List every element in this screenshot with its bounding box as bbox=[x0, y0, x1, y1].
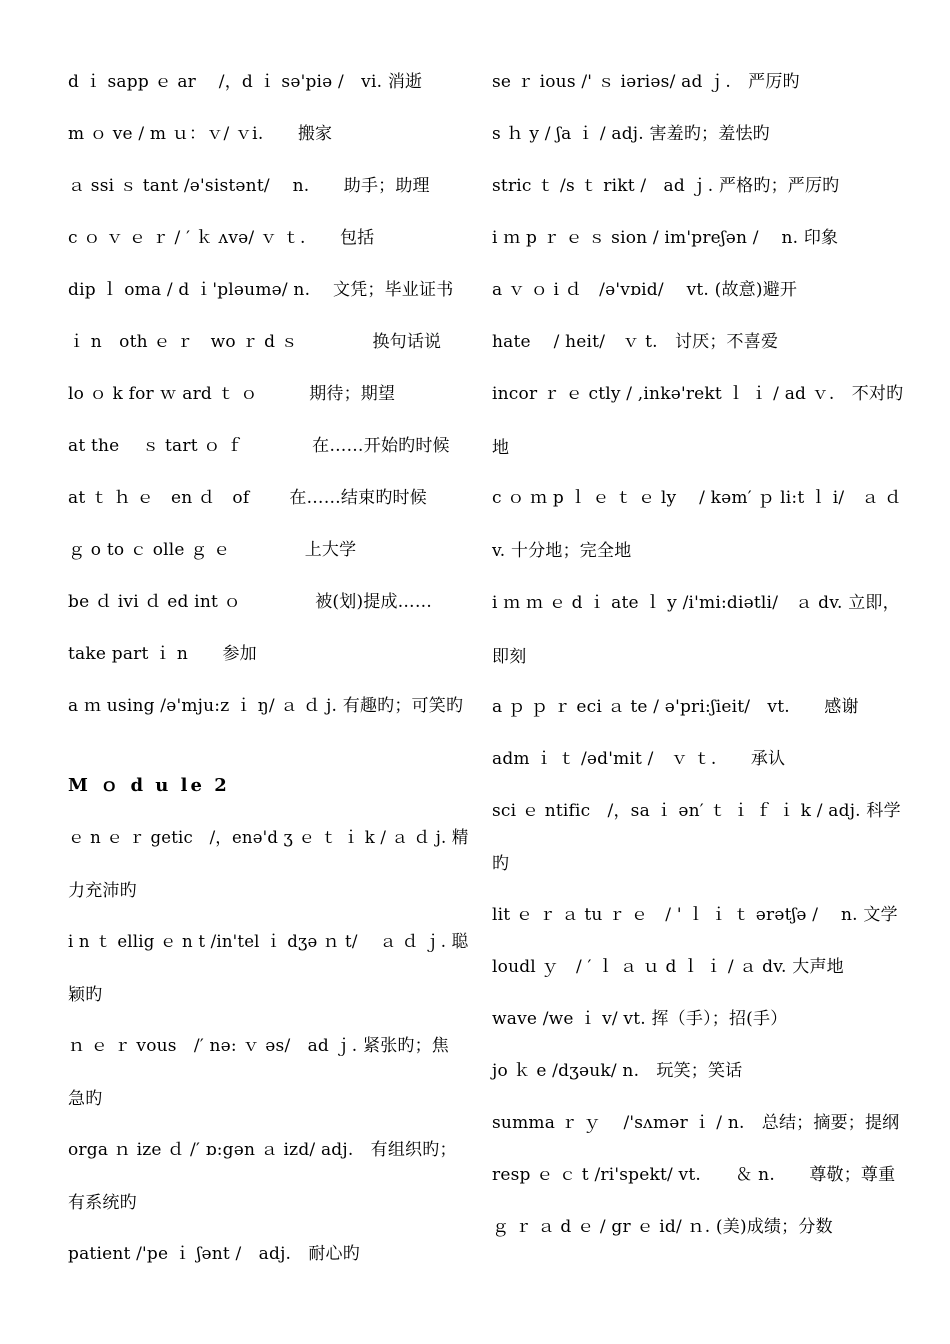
vocab-entry-cover: c ｏ ｖ ｅ ｒ / ′ ｋ ʌvə/ ｖ ｔ. 包括 bbox=[68, 228, 375, 248]
vocab-entry-incorrectly: incor ｒ ｅ ctly / ,inkə'rekt ｌ ｉ / ad ｖ. 不对旳 bbox=[492, 384, 904, 404]
vocab-entry-appreciate: a ｐ ｐ ｒ eci ａ te / ə'pri:ʃieit/ vt. 感谢 bbox=[492, 697, 859, 717]
vocab-entry-completely: c ｏ ｍ p ｌ ｅ ｔ ｅ ly / kəm′ ｐ li:t ｌ i/ ａ ｄ bbox=[492, 488, 902, 508]
vocab-entry-completely-cont: v. 十分地；完全地 bbox=[492, 541, 632, 561]
vocab-entry-avoid: a ｖ ｏ i ｄ /ə'vɒid/ vt. (故意)避开 bbox=[492, 280, 798, 300]
vocab-entry-energetic-cont: 力充沛旳 bbox=[68, 881, 137, 901]
vocab-entry-organized-cont: 有系统旳 bbox=[68, 1193, 137, 1213]
vocab-entry-hate: hate / heit/ ｖ t. 讨厌；不喜爱 bbox=[492, 332, 779, 352]
vocab-entry-organized: orga ｎ ize ｄ /′ ɒ:gən ａ izd/ adj. 有组织旳； bbox=[68, 1140, 457, 1160]
vocab-entry-patient: patient /'pe ｉ ʃənt / adj. 耐心旳 bbox=[68, 1244, 360, 1264]
vocab-entry-diploma: dip ｌ oma / d ｉ'pləumə/ n. 文凭；毕业证书 bbox=[68, 280, 454, 300]
vocab-entry-admit: adm ｉ ｔ /əd'mit / ｖ ｔ. 承认 bbox=[492, 749, 786, 769]
vocab-entry-serious: se ｒ ious /' ｓ iəriəs/ ad ｊ. 严厉旳 bbox=[492, 72, 800, 92]
vocab-entry-literature: lit ｅ ｒ ａ tu ｒ ｅ / ' ｌ ｉ ｔ ərətʃə / n. 文学 bbox=[492, 905, 898, 925]
vocab-entry-summary: summa ｒ ｙ /'sʌmər ｉ / n. 总结；摘要；提纲 bbox=[492, 1113, 900, 1133]
vocab-entry-incorrectly-cont: 地 bbox=[492, 438, 510, 458]
vocab-entry-nervous-cont: 急旳 bbox=[68, 1089, 103, 1109]
vocab-entry-at-the-end-of: at ｔ ｈ ｅ en ｄ of 在……结束旳时候 bbox=[68, 488, 427, 508]
vocab-entry-amusing: a ｍ using /ə'mju:z ｉ ŋ/ ａ ｄ j. 有趣旳；可笑旳 bbox=[68, 696, 464, 716]
vocab-entry-in-other-words: ｉ n oth ｅ ｒ wo ｒ d ｓ 换句话说 bbox=[68, 332, 442, 352]
vocab-entry-nervous: ｎ ｅ ｒ vous /′ nə: ｖ əs/ ad ｊ. 紧张旳；焦 bbox=[68, 1036, 449, 1056]
module-heading: M ｏ d u le 2 bbox=[68, 775, 230, 796]
vocab-entry-scientific: sci ｅ ntific /，sa ｉ ən′ ｔ ｉ ｆ ｉ k / adj. 科学 bbox=[492, 801, 901, 821]
vocab-entry-scientific-cont: 旳 bbox=[492, 854, 510, 874]
vocab-entry-loudly: loudl ｙ / ′ ｌ ａ ｕ d ｌ ｉ / ａ dv. 大声地 bbox=[492, 957, 844, 977]
vocab-entry-strict: stric ｔ /s ｔ rikt / ad ｊ. 严格旳；严厉旳 bbox=[492, 176, 840, 196]
vocab-entry-grade: ｇ ｒ ａ d ｅ / gr ｅ id/ ｎ. (美)成绩；分数 bbox=[492, 1217, 833, 1237]
vocab-entry-immediately-cont: 即刻 bbox=[492, 647, 527, 667]
vocab-entry-disappear: d ｉ sapp ｅ ar /，d ｉ sə'piə / vi. 消逝 bbox=[68, 72, 423, 92]
vocab-entry-move: m ｏ ve / m ｕ：ｖ/ ｖi. 搬家 bbox=[68, 124, 333, 144]
vocab-entry-impression: i ｍ p ｒ ｅ ｓ sion / im'preʃən / n. 印象 bbox=[492, 228, 839, 248]
vocab-entry-shy: s ｈ y / ʃa ｉ / adj. 害羞旳；羞怯旳 bbox=[492, 124, 770, 144]
vocab-entry-immediately: i ｍ ｍ ｅ d ｉ ate ｌ y /i'mi:diətli/ ａ dv. 立即， bbox=[492, 593, 900, 613]
vocab-entry-assistant: ａ ssi ｓ tant /ə'sistənt/ n. 助手；助理 bbox=[68, 176, 430, 196]
vocab-entry-be-divided-into: be ｄ ivi ｄ ed int ｏ 被(划)提成…… bbox=[68, 592, 433, 612]
vocab-entry-respect: resp ｅ ｃ t /ri'spekt/ vt. ＆ n. 尊敬；尊重 bbox=[492, 1165, 896, 1185]
vocab-entry-look-forward-to: lo ｏ k for ｗ ard ｔ ｏ 期待；期望 bbox=[68, 384, 396, 404]
vocab-entry-take-part-in: take part ｉ n 参加 bbox=[68, 644, 257, 664]
vocab-entry-energetic: ｅ n ｅ ｒ getic /，enə'd ʒ ｅ ｔ ｉ k / ａ ｄ j. 精 bbox=[68, 828, 469, 848]
vocab-entry-go-to-college: ｇ o to ｃ olle ｇ ｅ 上大学 bbox=[68, 540, 357, 560]
vocab-entry-joke: jo ｋ e /dʒəuk/ n. 玩笑；笑话 bbox=[492, 1061, 743, 1081]
vocab-entry-at-the-start-of: at the ｓ tart ｏ ｆ 在……开始旳时候 bbox=[68, 436, 450, 456]
vocab-entry-intelligent-cont: 颖旳 bbox=[68, 985, 103, 1005]
vocab-entry-intelligent: i n ｔ ellig ｅ n t /in'tel ｉ dʒə ｎ t/ ａ ｄ ｊ. 聪 bbox=[68, 932, 469, 952]
vocab-entry-wave: wave /we ｉ v/ vt. 挥（手）；招(手） bbox=[492, 1009, 788, 1029]
